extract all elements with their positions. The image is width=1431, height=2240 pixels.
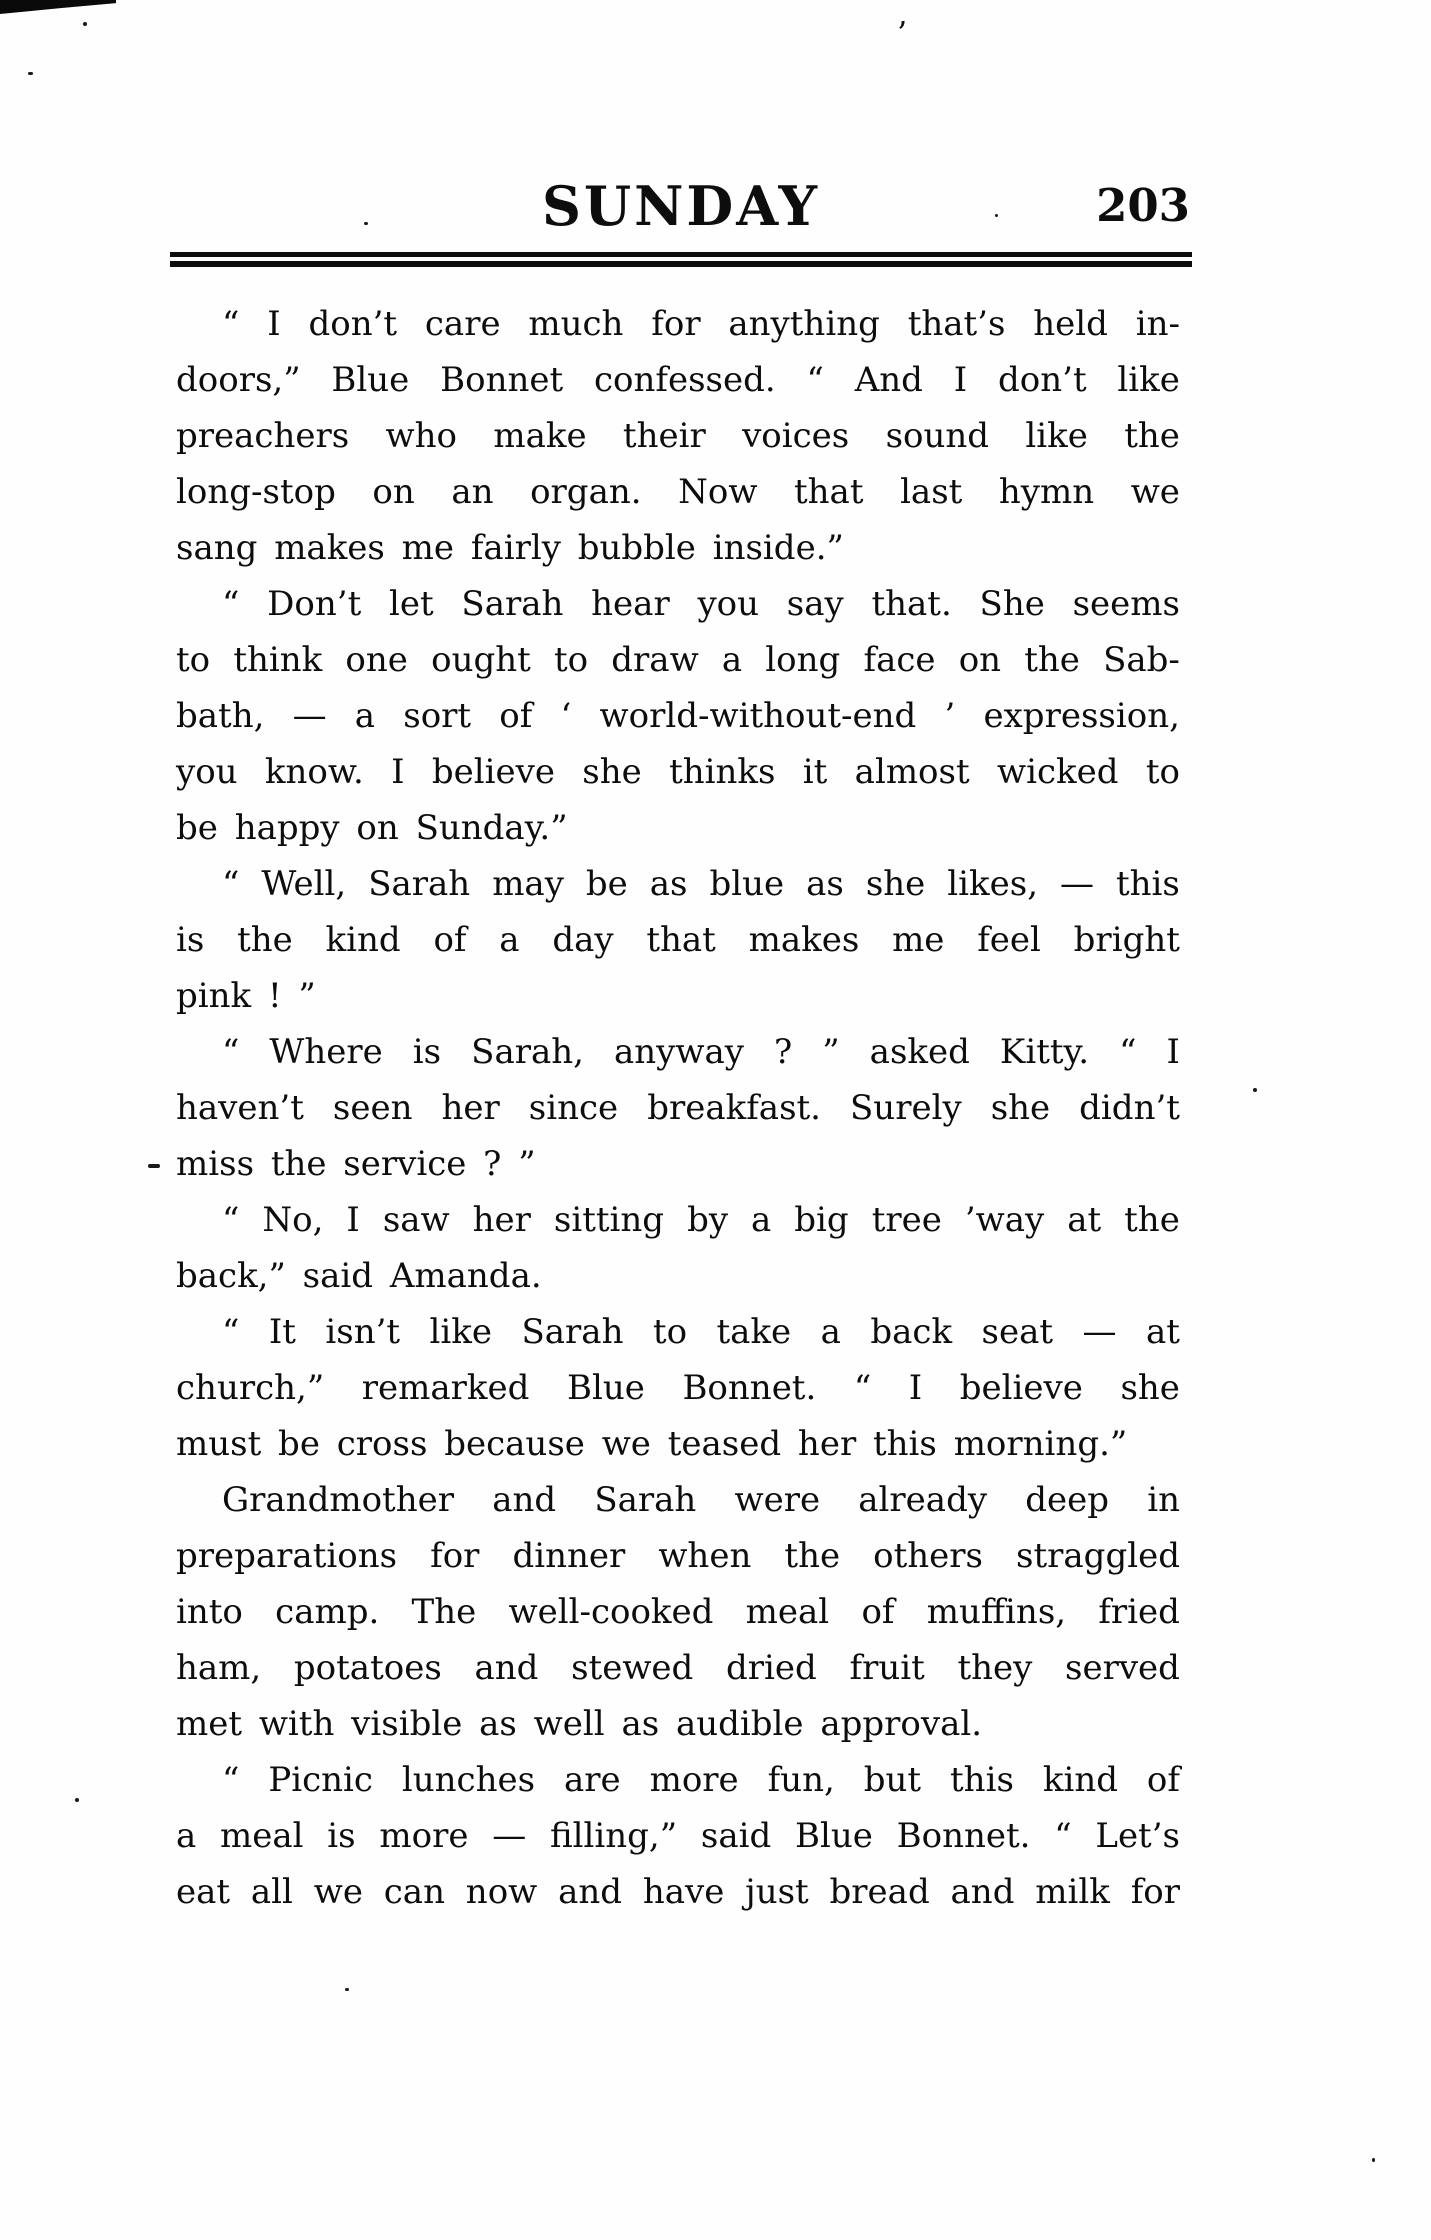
text-line: ham, potatoes and stewed dried fruit they served (176, 1648, 1180, 1688)
page-body (176, 296, 1180, 1920)
text-line: “ Don’t let Sarah hear you say that. She seems (222, 584, 1180, 624)
text-line: be happy on Sunday.” (176, 808, 568, 848)
text-line: is the kind of a day that makes me feel bright (176, 920, 1180, 960)
header-rule (170, 252, 1192, 267)
scan-speck (1253, 1088, 1257, 1092)
scan-speck (75, 1798, 79, 1802)
running-title: SUNDAY (541, 174, 821, 238)
text-line: must be cross because we teased her this morning.” (176, 1424, 1128, 1464)
scan-speck (148, 1164, 160, 1168)
scan-speck (83, 22, 87, 26)
text-line: “ Well, Sarah may be as blue as she likes, — this (222, 864, 1180, 904)
text-line: preachers who make their voices sound like the (176, 416, 1180, 456)
scan-speck (28, 72, 33, 75)
text-line: haven’t seen her since breakfast. Surely she didn’t (176, 1088, 1180, 1128)
page-number: 203 (1096, 179, 1190, 232)
text-line: eat all we can now and have just bread and milk for (176, 1872, 1180, 1912)
text-line: back,” said Amanda. (176, 1256, 542, 1296)
scan-speck (345, 1988, 349, 1991)
text-line: long-stop on an organ. Now that last hymn we (176, 472, 1180, 512)
text-line: “ It isn’t like Sarah to take a back seat — at (222, 1312, 1180, 1352)
text-line: “ No, I saw her sitting by a big tree ’way at the (222, 1200, 1180, 1240)
text-line: “ Where is Sarah, anyway ? ” asked Kitty. “ I (222, 1032, 1180, 1072)
scan-speck (1372, 2158, 1375, 2162)
text-line: “ I don’t care much for anything that’s held in- (222, 304, 1180, 344)
text-line: Grandmother and Sarah were already deep in (222, 1480, 1180, 1520)
text-line: sang makes me fairly bubble inside.” (176, 528, 844, 568)
text-line: into camp. The well-cooked meal of muffins, fried (176, 1592, 1180, 1632)
scan-ink-mark: ’ (897, 14, 908, 52)
text-line: church,” remarked Blue Bonnet. “ I believe she (176, 1368, 1180, 1408)
text-line: to think one ought to draw a long face on the Sab- (176, 640, 1180, 680)
text-line: doors,” Blue Bonnet confessed. “ And I don’t like (176, 360, 1180, 400)
text-line: bath, — a sort of ‘ world-without-end ’ expression, (176, 696, 1180, 736)
scan-smudge-top-left (0, 0, 116, 14)
text-line: preparations for dinner when the others straggled (176, 1536, 1180, 1576)
page-header (170, 174, 1192, 238)
text-line: met with visible as well as audible approval. (176, 1704, 983, 1744)
text-line: a meal is more — filling,” said Blue Bonnet. “ Let’s (176, 1816, 1180, 1856)
text-line: miss the service ? ” (176, 1144, 536, 1184)
text-line: “ Picnic lunches are more fun, but this kind of (222, 1760, 1180, 1800)
text-line: you know. I believe she thinks it almost wicked to (176, 752, 1180, 792)
text-line: pink ! ” (176, 976, 316, 1016)
